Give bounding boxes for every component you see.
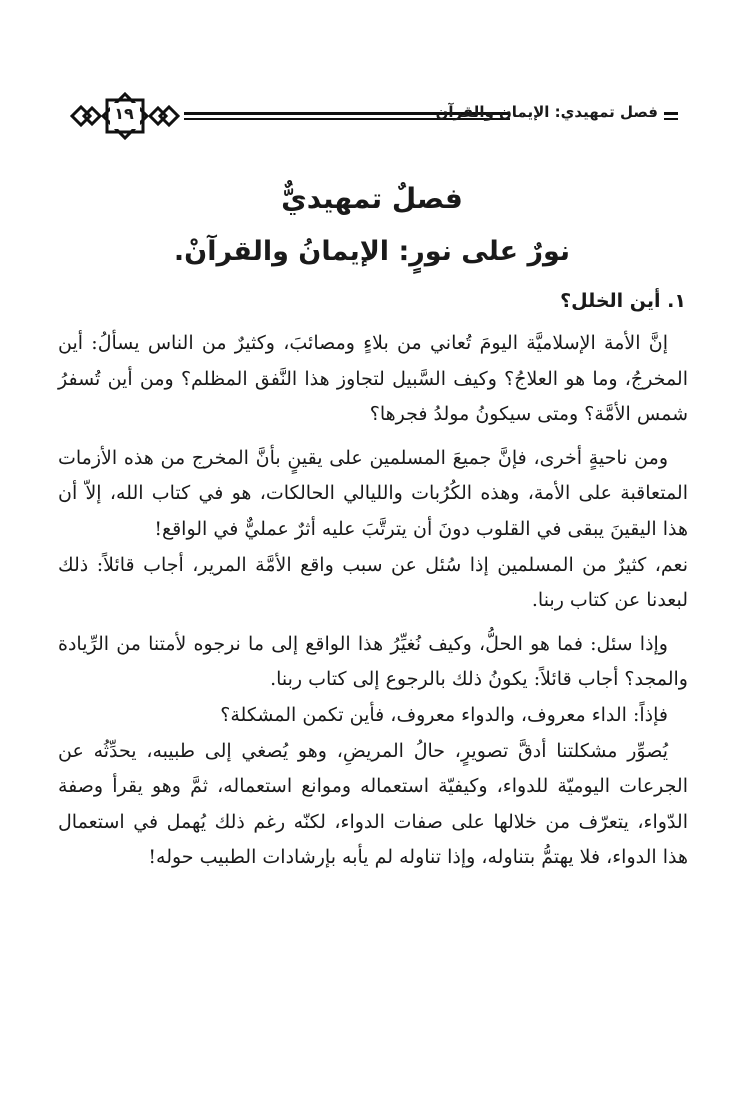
section-heading: ١. أين الخلل؟ (560, 290, 686, 312)
running-header (64, 94, 678, 142)
header-rule-end (664, 112, 678, 120)
paragraph: إنَّ الأمة الإسلاميَّة اليومَ تُعاني من بلاءٍ ومصائبَ، وكثيرٌ من الناس يسألُ: أين المخرجُ، وما هو العلاجُ؟ وكيف السَّبيل لتجاوز هذا النَّفق المظلم؟ ومن أين تُسفرُ شمس الأمَّة؟ ومتى سيكونُ مولدُ فجرها؟ (58, 332, 688, 426)
chapter-title: فصلٌ تمهيديٌّ (281, 182, 463, 215)
paragraph: نعم، كثيرٌ من المسلمين إذا سُئل عن سبب واقع الأمَّة المرير، أجاب قائلاً: ذلك لبعدنا عن كتاب ربنا. (58, 553, 688, 612)
paragraph: يُصوِّر مشكلتنا أدقَّ تصويرٍ، حالُ المريضِ، وهو يُصغي إلى طبيبه، يحدِّثُه عن الجرعات اليوميّة للدواء، وكيفيّة استعماله وموانع استعماله، ثمَّ وهو يقرأ وصفة الدّواء، يتعرّف من خلالها على صفات الدواء، لكنّه رغم ذلك يُهمل في استعمال هذا الدواء، فلا يهتمُّ بتناوله، وإذا تناوله لم يأبه بإرشادات الطبيب حوله! (58, 739, 688, 869)
page-number: ١٩ (114, 104, 134, 123)
paragraph: وإذا سئل: فما هو الحلُّ، وكيف نُغيِّرُ هذا الواقع إلى ما نرجوه لأمتنا من الرِّيادة والمجد؟ أجاب قائلاً: يكونُ ذلك بالرجوع إلى كتاب ربنا. (58, 632, 688, 691)
body-text (58, 326, 688, 876)
running-title: فصل تمهيدي: الإيمان والقرآن (435, 103, 658, 121)
paragraph: فإذاً: الداء معروف، والدواء معروف، فأين تكمن المشكلة؟ (220, 703, 668, 726)
chapter-subtitle: نورٌ على نورٍ: الإيمانُ والقرآنْ. (173, 236, 571, 267)
paragraph: ومن ناحيةٍ أخرى، فإنَّ جميعَ المسلمين على يقينٍ بأنَّ المخرج من هذه الأزمات المتعاقبة على الأمة، وهذه الكُرُبات والليالي الحالكات، هو في كتاب الله، إلاّ أن هذا اليقينَ يبقى في القلوب دونَ أن يترتَّبَ عليه أثرٌ عمليٌّ في الواقع! (58, 446, 688, 540)
